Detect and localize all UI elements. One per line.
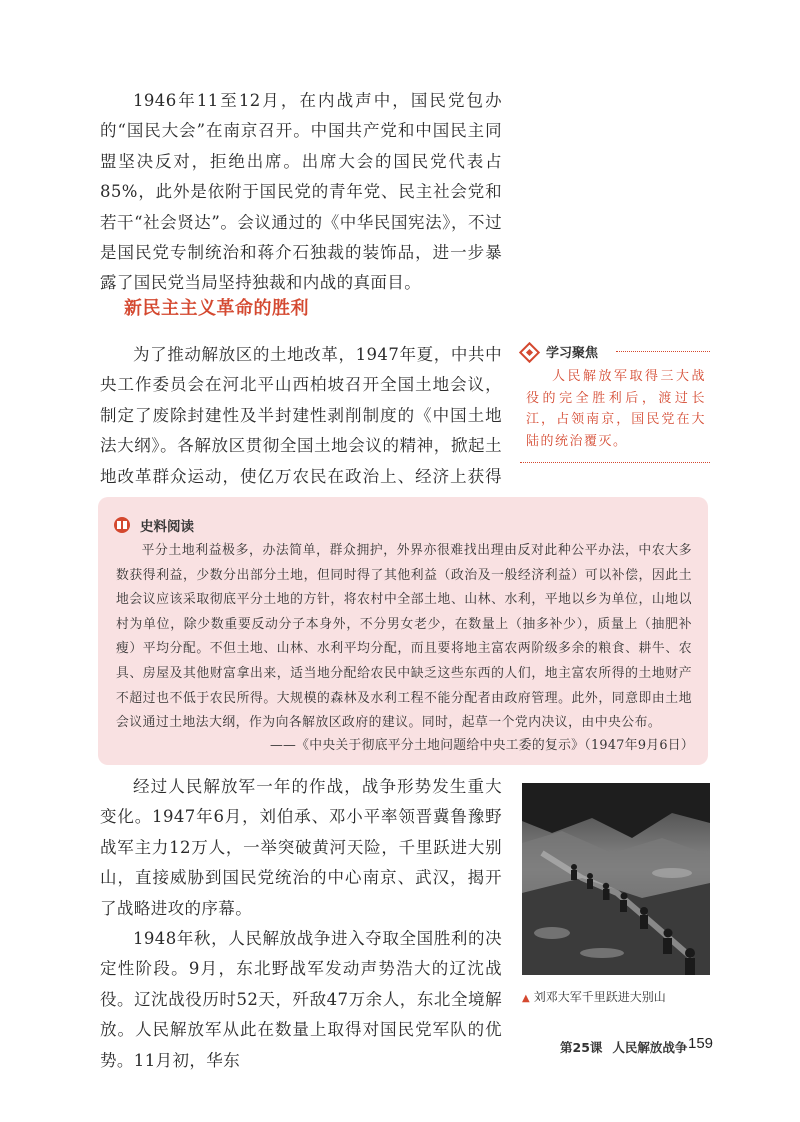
page-number: 159 — [688, 1035, 714, 1052]
study-focus-title: 学习聚焦 — [546, 346, 599, 361]
dotted-divider — [616, 351, 710, 352]
photo-caption — [522, 988, 666, 1005]
historical-reading-source: ——《中央关于彻底平分土地问题给中央工委的复示》（1947年9月6日） — [269, 738, 694, 753]
photo-caption-text: 刘邓大军千里跃进大别山 — [533, 990, 666, 1004]
dabie-mountain-march-illustration — [522, 783, 710, 975]
war-paragraph-1: 经过人民解放军一年的作战，战争形势发生重大变化。1947年6月，刘伯承、邓小平率领晋冀鲁豫野战军主力12万人，一举突破黄河天险，千里跃进大别山，直接威胁到国民党统治的中心南京、武汉，揭开了战略进攻的序幕。 — [100, 777, 502, 918]
historical-photo — [522, 783, 710, 975]
war-section — [100, 772, 502, 1076]
land-reform-paragraph: 为了推动解放区的土地改革，1947年夏，中共中央工作委员会在河北平山西柏坡召开全国土地会议，制定了废除封建性及半封建性剥削制度的《中国土地法大纲》。各解放区贯彻全国土地会议的精神，掀起土地改革群众运动，使亿万农民在政治上、经济上获得 — [100, 345, 502, 486]
page-footer — [560, 1038, 687, 1056]
section-title: 新民主主义革命的胜利 — [124, 298, 309, 319]
book-icon — [114, 517, 130, 533]
footer-title: 人民解放战争 — [612, 1040, 688, 1055]
triangle-marker-icon: ▲ — [522, 993, 530, 1004]
diamond-icon — [519, 342, 540, 363]
historical-reading-title: 史料阅读 — [140, 519, 194, 535]
study-focus-text: 人民解放军取得三大战役的完全胜利后，渡过长江，占领南京，国民党在大陆的统治覆灭。 — [526, 369, 706, 449]
historical-reading-text: 平分土地利益极多，办法简单，群众拥护，外界亦很难找出理由反对此种公平办法，中农大多数获得利益，少数分出部分土地，但同时得了其他利益（政治及一般经济利益）可以补偿，因此土地会议应该采取彻底平分土地的方针，将农村中全部土地、山林、水利，平地以乡为单位，山地以村为单位，除少数重要反动分子本身外，不分男女老少，在数量上（抽多补少），质量上（抽肥补瘦）平均分配。不但土地、山林、水利平均分配，而且要将地主富农两阶级多余的粮食、耕牛、农具、房屋及其他财富拿出来，适当地分配给农民中缺乏这些东西的人们，地主富农所得的土地财产不超过也不低于农民所得。大规模的森林及水利工程不能分配者由政府管理。此外，同意即由土地会议通过土地法大纲，作为向各解放区政府的建议。同时，起草一个党内决议，由中央公布。 — [116, 543, 692, 731]
study-focus-header — [520, 342, 710, 364]
intro-paragraph: 1946年11至12月，在内战声中，国民党包办的“国民大会”在南京召开。中国共产党和中国民主同盟坚决反对，拒绝出席。出席大会的国民党代表占85%，此外是依附于国民党的青年党、民主社会党和若干“社会贤达”。会议通过的《中华民国宪法》，不过是国民党专制统治和蒋介石独裁的装饰品，进一步暴露了国民党当局坚持独裁和内战的真面目。 — [100, 91, 502, 293]
historical-reading-box — [98, 497, 708, 765]
war-paragraph-2: 1948年秋，人民解放战争进入夺取全国胜利的决定性阶段。9月，东北野战军发动声势浩大的辽沈战役。辽沈战役历时52天，歼敌47万余人，东北全境解放。人民解放军从此在数量上取得对国民党军队的优势。11月初，华东 — [100, 929, 502, 1070]
study-focus-box — [520, 340, 710, 463]
footer-lesson: 第25课 — [560, 1040, 603, 1055]
